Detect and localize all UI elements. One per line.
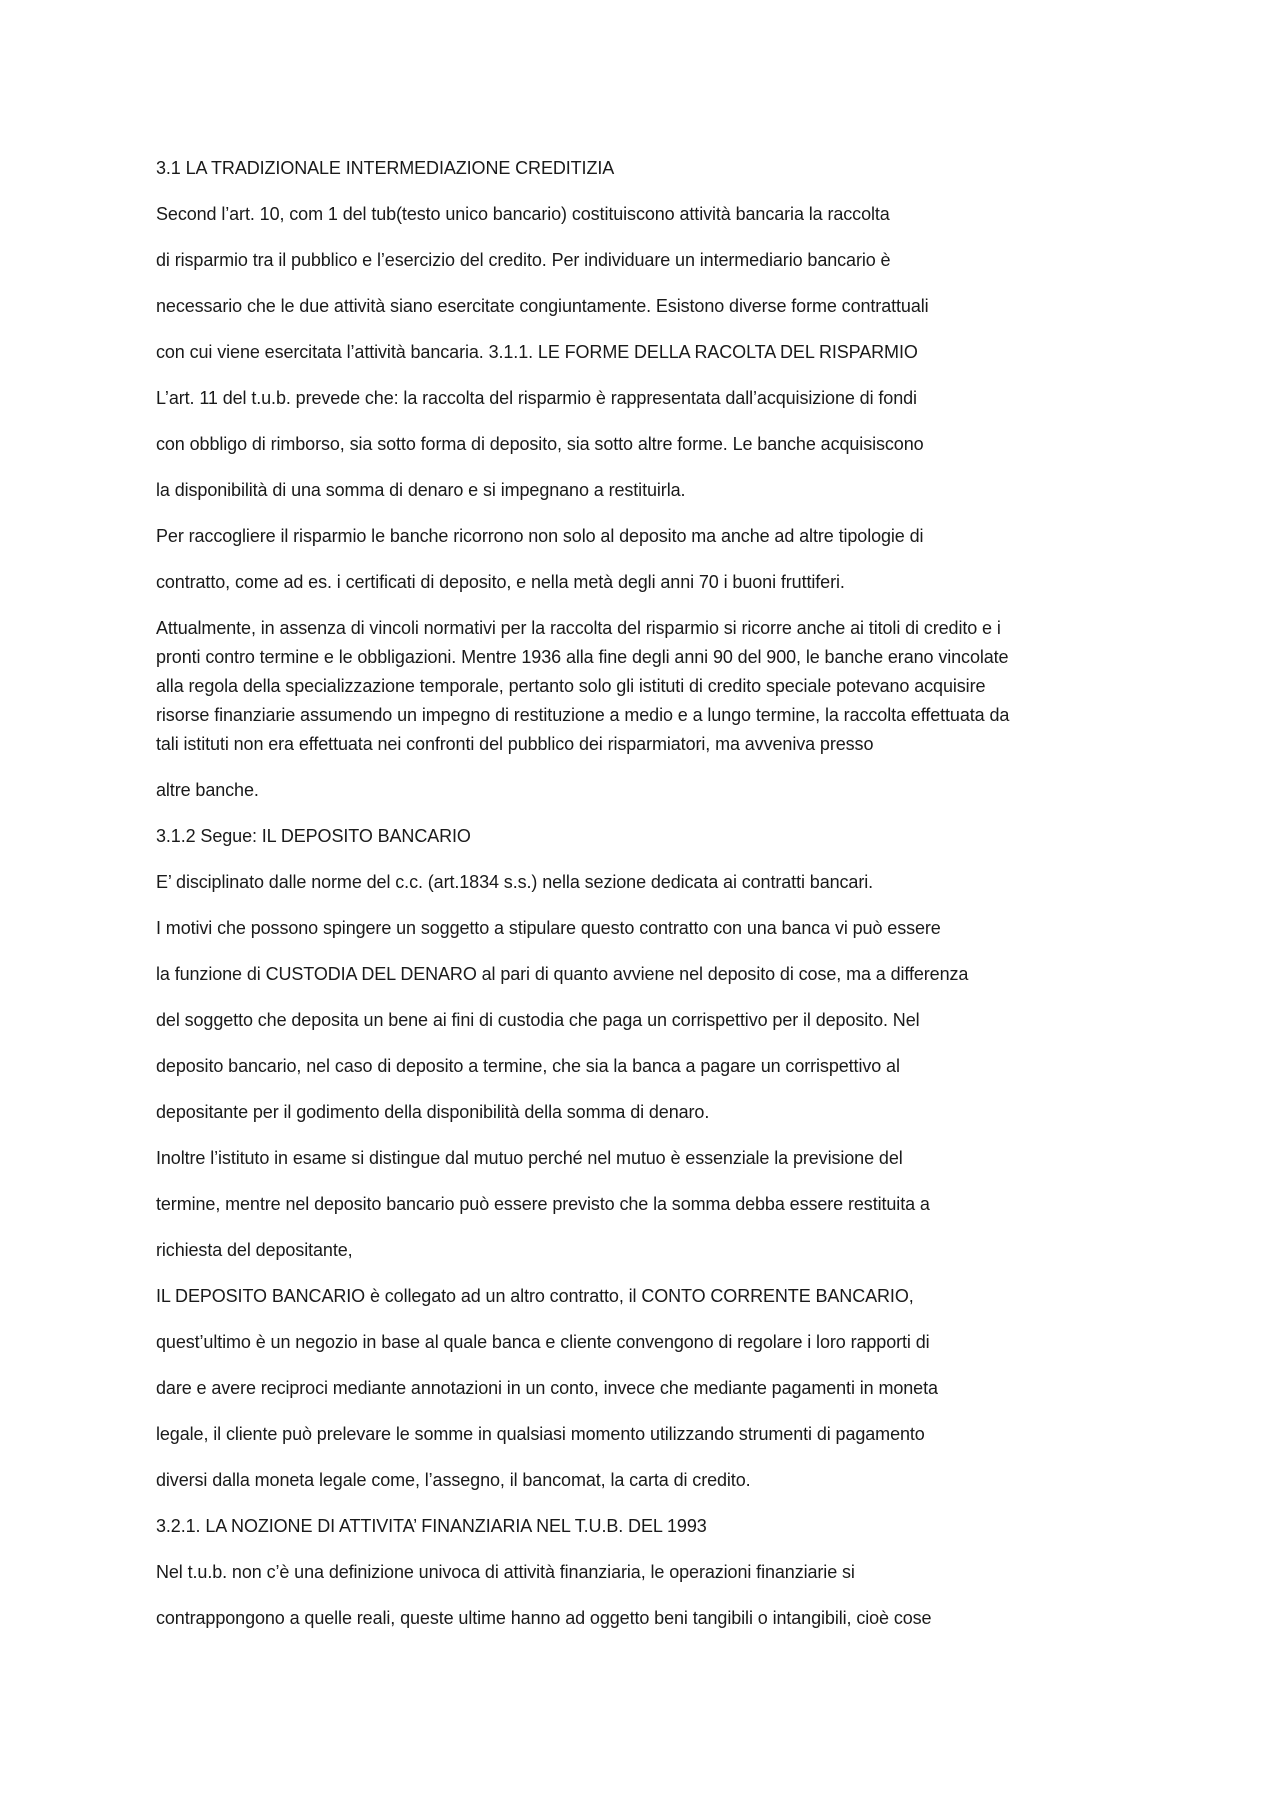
text-line: dare e avere reciproci mediante annotazioni in un conto, invece che mediante pagamenti in moneta	[156, 1378, 938, 1398]
text-line: alla regola della specializzazione temporale, pertanto solo gli istituti di credito speciale potevano acquisire	[156, 676, 986, 696]
text-line: tali istituti non era effettuata nei confronti del pubblico dei risparmiatori, ma avveniva presso	[156, 734, 874, 754]
text-line: la disponibilità di una somma di denaro e si impegnano a restituirla.	[156, 480, 686, 500]
text-line: I motivi che possono spingere un soggetto a stipulare questo contratto con una banca vi può essere	[156, 918, 941, 938]
document-body	[156, 156, 1124, 1631]
section-heading: 3.1.2 Segue: IL DEPOSITO BANCARIO	[156, 826, 471, 846]
text-line: Per raccogliere il risparmio le banche ricorrono non solo al deposito ma anche ad altre tipologie di	[156, 526, 924, 546]
text-line: legale, il cliente può prelevare le somme in qualsiasi momento utilizzando strumenti di pagamento	[156, 1424, 925, 1444]
text-line: richiesta del depositante,	[156, 1240, 353, 1260]
text-line: contratto, come ad es. i certificati di deposito, e nella metà degli anni 70 i buoni fruttiferi.	[156, 572, 845, 592]
text-line: deposito bancario, nel caso di deposito a termine, che sia la banca a pagare un corrispettivo al	[156, 1056, 900, 1076]
text-line: quest’ultimo è un negozio in base al quale banca e cliente convengono di regolare i loro rapporti di	[156, 1332, 930, 1352]
text-line: diversi dalla moneta legale come, l’assegno, il bancomat, la carta di credito.	[156, 1470, 751, 1490]
text-line: contrappongono a quelle reali, queste ultime hanno ad oggetto beni tangibili o intangibili, cioè cose	[156, 1608, 932, 1628]
text-line: IL DEPOSITO BANCARIO è collegato ad un altro contratto, il CONTO CORRENTE BANCARIO,	[156, 1286, 914, 1306]
text-line: Attualmente, in assenza di vincoli normativi per la raccolta del risparmio si ricorre anche ai titoli di credito e i	[156, 618, 1001, 638]
text-line: con obbligo di rimborso, sia sotto forma di deposito, sia sotto altre forme. Le banche acquisiscono	[156, 434, 924, 454]
text-line: necessario che le due attività siano esercitate congiuntamente. Esistono diverse forme contrattuali	[156, 296, 929, 316]
section-heading: 3.2.1. LA NOZIONE DI ATTIVITA’ FINANZIARIA NEL T.U.B. DEL 1993	[156, 1516, 707, 1536]
text-line: di risparmio tra il pubblico e l’esercizio del credito. Per individuare un intermediario bancario è	[156, 250, 891, 270]
text-line: pronti contro termine e le obbligazioni. Mentre 1936 alla fine degli anni 90 del 900, le banche erano vincolate	[156, 647, 1009, 667]
text-line: depositante per il godimento della disponibilità della somma di denaro.	[156, 1102, 710, 1122]
text-line: altre banche.	[156, 780, 259, 800]
text-line: del soggetto che deposita un bene ai fini di custodia che paga un corrispettivo per il deposito. Nel	[156, 1010, 920, 1030]
section-heading: 3.1 LA TRADIZIONALE INTERMEDIAZIONE CREDITIZIA	[156, 158, 615, 178]
text-line: Nel t.u.b. non c’è una definizione univoca di attività finanziaria, le operazioni finanziarie si	[156, 1562, 855, 1582]
text-line: E’ disciplinato dalle norme del c.c. (art.1834 s.s.) nella sezione dedicata ai contratti bancari.	[156, 872, 874, 892]
text-line: Second l’art. 10, com 1 del tub(testo unico bancario) costituiscono attività bancaria la raccolta	[156, 204, 890, 224]
text-line: la funzione di CUSTODIA DEL DENARO al pari di quanto avviene nel deposito di cose, ma a differenza	[156, 964, 969, 984]
text-line: L’art. 11 del t.u.b. prevede che: la raccolta del risparmio è rappresentata dall’acquisizione di fondi	[156, 388, 917, 408]
text-line: con cui viene esercitata l’attività bancaria. 3.1.1. LE FORME DELLA RACOLTA DEL RISPARMIO	[156, 342, 918, 362]
text-line: Inoltre l’istituto in esame si distingue dal mutuo perché nel mutuo è essenziale la previsione del	[156, 1148, 903, 1168]
text-line: termine, mentre nel deposito bancario può essere previsto che la somma debba essere restituita a	[156, 1194, 930, 1214]
text-line: risorse finanziarie assumendo un impegno di restituzione a medio e a lungo termine, la raccolta effettuata da	[156, 705, 1010, 725]
